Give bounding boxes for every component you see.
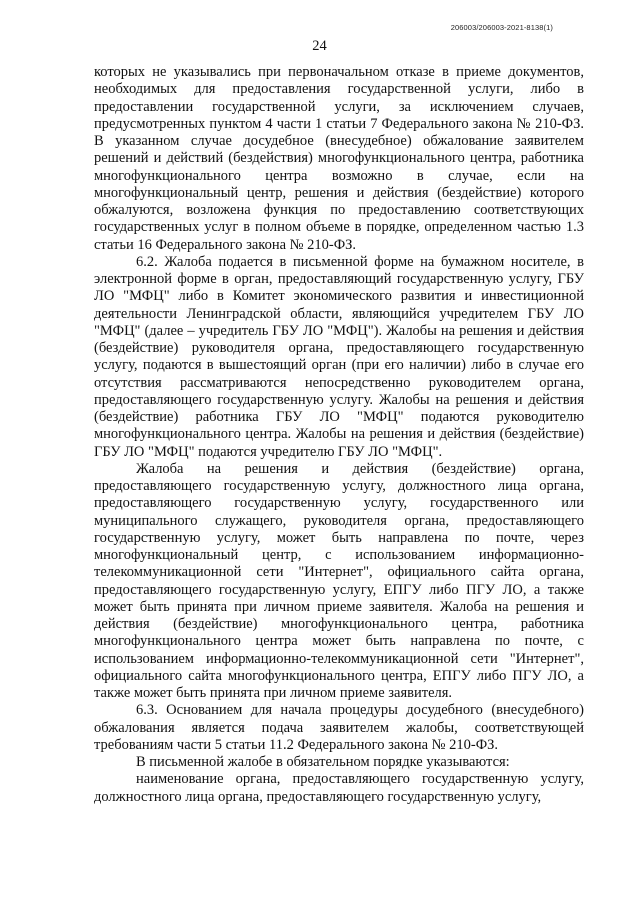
paragraph-complaint-channels: Жалоба на решения и действия (бездействие) органа, предоставляющего государственную услугу, должностного лица органа, предоставляющего государственную услугу, государственного или муниципального служащего, руководителя органа, предоставляющего государственную услугу, может быть направлена по почте, через многофункциональный центр, с использованием информационно-телекоммуникационной сети "Интернет", официального сайта органа, предоставляющего государственную услугу, ЕПГУ либо ПГУ ЛО, а также может быть принята при личном приеме заявителя. Жалоба на решения и действия (бездействие) многофункционального центра, работника многофункционального центра может быть направлена по почте, с использованием информационно-телекоммуникационной сети "Интернет", официального сайта многофункционального центра, ЕПГУ либо ПГУ ЛО, а также может быть принята при личном приеме заявителя. (94, 460, 584, 701)
page-number: 24 (312, 38, 327, 54)
paragraph-required-fields-intro: В письменной жалобе в обязательном порядке указываются: (136, 754, 510, 770)
document-id: 206003/206003-2021-8138(1) (450, 23, 553, 32)
paragraph-continuation: которых не указывались при первоначальном отказе в приеме документов, необходимых для предоставления государственной услуги, либо в предоставлении государственной услуги, за исключением случаев, предусмотренных пунктом 4 части 1 статьи 7 Федерального закона № 210-ФЗ. В указанном случае досудебное (внесудебное) обжалование заявителем решений и действий (бездействия) многофункционального центра, работника многофункционального центра возможно в случае, если на многофункциональный центр, решения и действия (бездействие) которого обжалуются, возложена функция по предоставлению соответствующих государственных услуг в полном объеме в порядке, определенном частью 1.3 статьи 16 Федерального закона № 210-ФЗ. (94, 64, 584, 253)
paragraph-authority-name: наименование органа, предоставляющего государственную услугу, должностного лица органа, предоставляющего государственную услугу, (94, 771, 584, 805)
document-body (94, 64, 584, 806)
paragraph-6-3: 6.3. Основанием для начала процедуры досудебного (внесудебного) обжалования является подача заявителем жалобы, соответствующей требованиям части 5 статьи 11.2 Федерального закона № 210-ФЗ. (94, 702, 584, 753)
paragraph-6-2: 6.2. Жалоба подается в письменной форме на бумажном носителе, в электронной форме в орган, предоставляющий государственную услугу, ГБУ ЛО "МФЦ" либо в Комитет экономического развития и инвестиционной деятельности Ленинградской области, являющийся учредителем ГБУ ЛО "МФЦ" (далее – учредитель ГБУ ЛО "МФЦ"). Жалобы на решения и действия (бездействие) руководителя органа, предоставляющего государственную услугу, подаются в вышестоящий орган (при его наличии) либо в случае его отсутствия рассматриваются непосредственно руководителем органа, предоставляющего государственную услугу. Жалобы на решения и действия (бездействие) работника ГБУ ЛО "МФЦ" подаются руководителю многофункционального центра. Жалобы на решения и действия (бездействие) ГБУ ЛО "МФЦ" подаются учредителю ГБУ ЛО "МФЦ". (94, 253, 584, 460)
